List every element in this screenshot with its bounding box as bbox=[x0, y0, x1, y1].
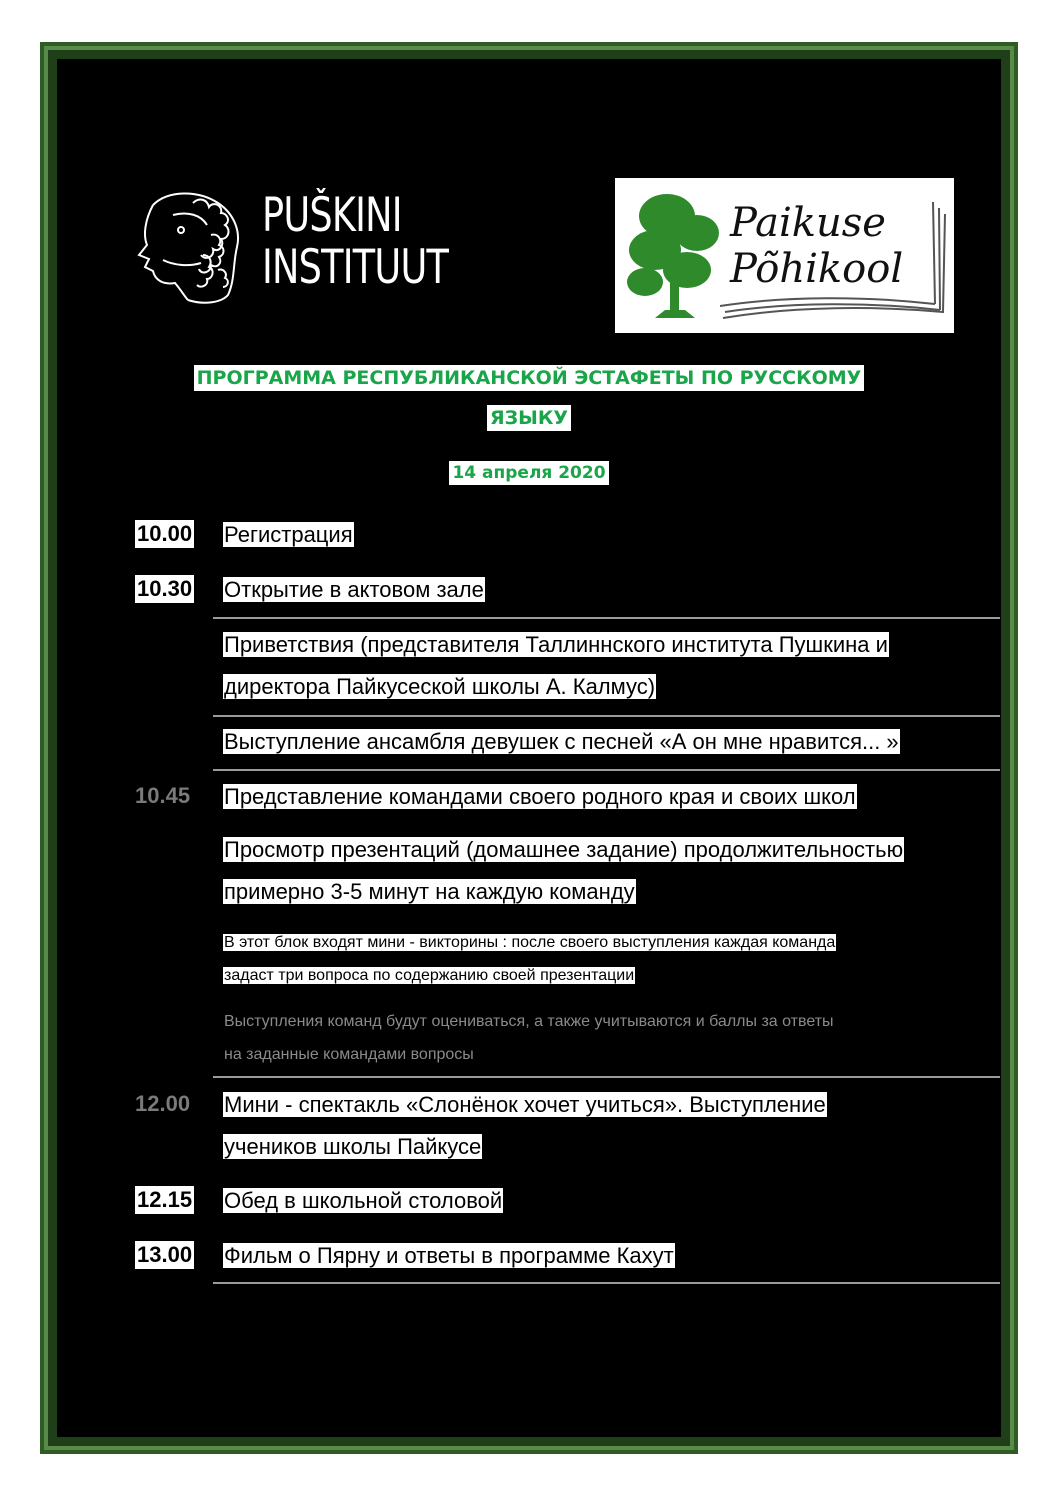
program-title-line1-wrap bbox=[0, 362, 1058, 395]
item-lunch-text: Обед в школьной столовой bbox=[224, 1188, 503, 1213]
item-opening-text: Открытие в актовом зале bbox=[224, 577, 484, 602]
pushkin-logo-text bbox=[262, 190, 448, 294]
paikuse-logo-line1: Paikuse bbox=[730, 200, 886, 246]
item-greetings-line2: директора Пайкусеской школы А. Калмус) bbox=[224, 674, 656, 699]
item-quiz-line2: задаст три вопроса по содержанию своей презентации bbox=[224, 967, 635, 984]
pushkin-logo-line1: PUŠKINI bbox=[262, 188, 402, 243]
item-registration-text: Регистрация bbox=[224, 522, 353, 547]
program-title-line1: ПРОГРАММА РЕСПУБЛИКАНСКОЙ ЭСТАФЕТЫ ПО РУССКОМУ bbox=[194, 365, 865, 391]
program-date-wrap bbox=[0, 458, 1058, 488]
divider bbox=[213, 1282, 1000, 1284]
time-1300: 13.00 bbox=[137, 1242, 193, 1267]
time-1045: 10.45 bbox=[135, 783, 191, 808]
item-quiz-line1: В этот блок входят мини - викторины : после своего выступления каждая команда bbox=[224, 934, 836, 951]
time-1200: 12.00 bbox=[135, 1091, 191, 1116]
item-play-line2: учеников школы Пайкусе bbox=[224, 1134, 482, 1159]
item-quiz bbox=[223, 932, 836, 986]
time-1030: 10.30 bbox=[137, 576, 193, 601]
divider bbox=[213, 769, 1000, 771]
item-film-text: Фильм о Пярну и ответы в программе Кахут bbox=[224, 1243, 674, 1268]
item-presentations bbox=[223, 836, 904, 905]
item-scoring-line2: на заданные командами вопросы bbox=[224, 1046, 474, 1063]
item-lunch bbox=[223, 1187, 503, 1214]
item-ensemble bbox=[223, 728, 900, 755]
item-greetings bbox=[223, 631, 889, 700]
pushkin-logo-line2: INSTITUUT bbox=[262, 240, 449, 295]
divider bbox=[213, 617, 1000, 619]
item-scoring bbox=[223, 1011, 835, 1065]
program-title-line2-wrap bbox=[0, 402, 1058, 435]
item-teams-text: Представление командами своего родного края и своих школ bbox=[224, 784, 856, 809]
time-1000: 10.00 bbox=[137, 521, 193, 546]
item-presentations-line1: Просмотр презентаций (домашнее задание) продолжительностью bbox=[224, 837, 904, 862]
item-play bbox=[223, 1091, 827, 1160]
divider bbox=[213, 715, 1000, 717]
item-opening bbox=[223, 576, 485, 603]
item-teams bbox=[223, 783, 857, 810]
program-title-line2: ЯЗЫКУ bbox=[487, 405, 571, 431]
time-1215: 12.15 bbox=[137, 1187, 193, 1212]
paikuse-logo-text bbox=[730, 200, 903, 292]
divider bbox=[213, 1076, 1000, 1078]
item-ensemble-text: Выступление ансамбля девушек с песней «А он мне нравится... » bbox=[224, 729, 899, 754]
item-scoring-line1: Выступления команд будут оцениваться, а также учитываются и баллы за ответы bbox=[224, 1013, 834, 1030]
item-registration bbox=[223, 521, 354, 548]
paikuse-logo-line2: Põhikool bbox=[730, 246, 904, 292]
item-presentations-line2: примерно 3-5 минут на каждую команду bbox=[224, 879, 635, 904]
item-play-line1: Мини - спектакль «Слонёнок хочет учиться». Выступление bbox=[224, 1092, 826, 1117]
item-film bbox=[223, 1242, 675, 1269]
program-date: 14 апреля 2020 bbox=[449, 461, 608, 485]
item-greetings-line1: Приветствия (представителя Таллиннского института Пушкина и bbox=[224, 632, 888, 657]
